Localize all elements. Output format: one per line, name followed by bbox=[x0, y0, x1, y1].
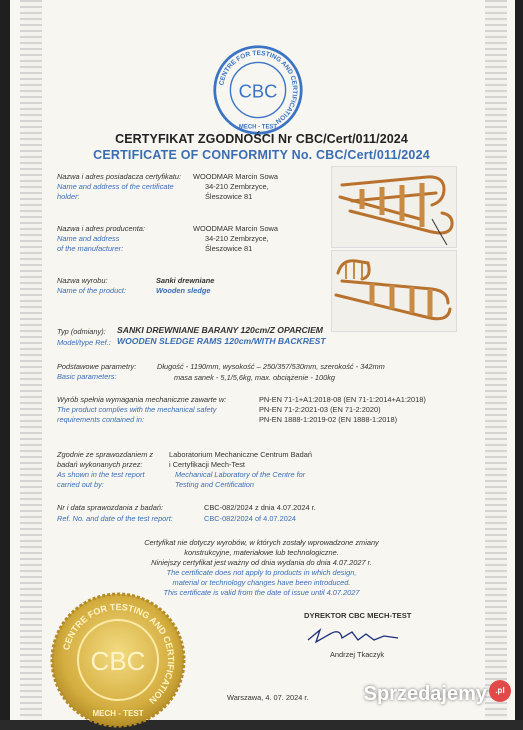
holder-address-1: 34-210 Zembrzyce, bbox=[205, 182, 269, 192]
producer-name: WOODMAR Marcin Sowa bbox=[193, 224, 278, 234]
title-english: CERTIFICATE OF CONFORMITY No. CBC/Cert/011/2024 bbox=[0, 148, 523, 162]
logo-ring-text: CENTRE FOR TESTING AND CERTIFICATION bbox=[218, 50, 298, 125]
type-value-en: WOODEN SLEDGE RAMS 120cm/WITH BACKREST bbox=[117, 336, 326, 346]
director-title: DYREKTOR CBC MECH-TEST bbox=[304, 611, 411, 621]
params-label-en: Basic parameters: bbox=[57, 372, 117, 382]
producer-address-2: Śleszowice 81 bbox=[205, 244, 252, 254]
lab-label-en-1: As shown in the test report bbox=[57, 470, 145, 480]
report-value-pl: CBC-082/2024 z dnia 4.07.2024 r. bbox=[204, 503, 316, 513]
holder-label-pl: Nazwa i adres posiadacza certyfikatu: bbox=[57, 172, 181, 182]
lab-label-pl-1: Zgodnie ze sprawozdaniem z bbox=[57, 450, 153, 460]
validity-pl-1: Certyfikat nie dotyczy wyrobów, w których zostały wprowadzone zmiany bbox=[0, 538, 523, 548]
gold-seal bbox=[48, 590, 188, 730]
lab-label-en-2: carried out by: bbox=[57, 480, 104, 490]
cbc-logo bbox=[212, 44, 304, 136]
watermark-dot: .pl bbox=[489, 680, 511, 702]
type-label-en: Model/type Ref.: bbox=[57, 338, 111, 348]
params-line-1: Długość - 1190mm, wysokość – 250/357/530mm, szerokość - 342mm bbox=[157, 362, 385, 372]
product-value-pl: Sanki drewniane bbox=[156, 276, 214, 286]
type-label-pl: Typ (odmiany): bbox=[57, 327, 106, 337]
producer-label-pl: Nazwa i adres producenta: bbox=[57, 224, 145, 234]
watermark-text: Sprzedajemy bbox=[364, 683, 487, 706]
lab-pl-1: Laboratorium Mechaniczne Centrum Badań bbox=[169, 450, 312, 460]
producer-label-en-2: of the manufacturer: bbox=[57, 244, 123, 254]
seal-center-text: CBC bbox=[91, 646, 146, 676]
scan-edge-left bbox=[0, 0, 10, 720]
requirements-label-en-1: The product complies with the mechanical safety bbox=[57, 405, 216, 415]
producer-address-1: 34-210 Zembrzyce, bbox=[205, 234, 269, 244]
product-label-pl: Nazwa wyrobu: bbox=[57, 276, 108, 286]
type-value-pl: SANKI DREWNIANE BARANY 120cm/Z OPARCIEM bbox=[117, 325, 323, 335]
standard-1: PN-EN 71-1+A1:2018-08 (EN 71-1:2014+A1:2018) bbox=[259, 395, 426, 405]
standard-3: PN-EN 1888-1:2019-02 (EN 1888-1:2018) bbox=[259, 415, 397, 425]
seal-ring-text: CENTRE FOR TESTING AND CERTIFICATION bbox=[61, 602, 176, 706]
holder-address-2: Śleszowice 81 bbox=[205, 192, 252, 202]
logo-bottom-text: MECH - TEST bbox=[239, 125, 277, 131]
holder-label-en-2: holder: bbox=[57, 192, 80, 202]
issue-place-date: Warszawa, 4. 07. 2024 r. bbox=[227, 693, 308, 703]
product-value-en: Wooden sledge bbox=[156, 286, 210, 296]
lab-pl-2: i Certyfikacji Mech-Test bbox=[169, 460, 245, 470]
sledge-photo-plain bbox=[331, 166, 457, 248]
requirements-label-pl: Wyrób spełnia wymagania mechaniczne zawarte w: bbox=[57, 395, 226, 405]
lab-en-1: Mechanical Laboratory of the Centre for bbox=[175, 470, 305, 480]
director-name: Andrzej Tkaczyk bbox=[330, 650, 384, 660]
validity-pl-3: Niniejszy certyfikat jest ważny od dnia wydania do dnia 4.07.2027 r. bbox=[0, 558, 523, 568]
lab-label-pl-2: badań wykonanych przez: bbox=[57, 460, 142, 470]
requirements-label-en-2: requirements contained in: bbox=[57, 415, 144, 425]
decorative-border-left bbox=[20, 0, 42, 720]
producer-label-en-1: Name and address bbox=[57, 234, 119, 244]
report-value-en: CBC-082/2024 of 4.07.2024 bbox=[204, 514, 296, 524]
validity-en-3: This certificate is valid from the date of issue until 4.07.2027 bbox=[0, 588, 523, 598]
logo-center-text: CBC bbox=[239, 80, 278, 101]
holder-name: WOODMAR Marcin Sowa bbox=[193, 172, 278, 182]
signature-scribble bbox=[300, 624, 410, 648]
lab-en-2: Testing and Certification bbox=[175, 480, 254, 490]
scan-edge-right bbox=[515, 0, 523, 720]
validity-en-1: The certificate does not apply to products in which design, bbox=[0, 568, 523, 578]
validity-pl-2: konstrukcyjne, materiałowe lub technologiczne. bbox=[0, 548, 523, 558]
title-polish: CERTYFIKAT ZGODNOŚCI Nr CBC/Cert/011/2024 bbox=[0, 132, 523, 146]
product-label-en: Name of the product: bbox=[57, 286, 126, 296]
standard-2: PN-EN 71-2:2021-03 (EN 71-2:2020) bbox=[259, 405, 381, 415]
params-label-pl: Podstawowe parametry: bbox=[57, 362, 136, 372]
holder-label-en-1: Name and address of the certificate bbox=[57, 182, 174, 192]
report-label-pl: Nr i data sprawozdania z badań: bbox=[57, 503, 163, 513]
seal-bottom-text: MECH - TEST bbox=[92, 709, 143, 718]
validity-en-2: material or technology changes have been introduced. bbox=[0, 578, 523, 588]
decorative-border-right bbox=[485, 0, 507, 720]
sledge-photo-backrest bbox=[331, 250, 457, 332]
params-line-2: masa sanek - 5,1/5,6kg, max. obciążenie - 100kg bbox=[174, 373, 335, 383]
report-label-en: Ref. No. and date of the test report: bbox=[57, 514, 173, 524]
